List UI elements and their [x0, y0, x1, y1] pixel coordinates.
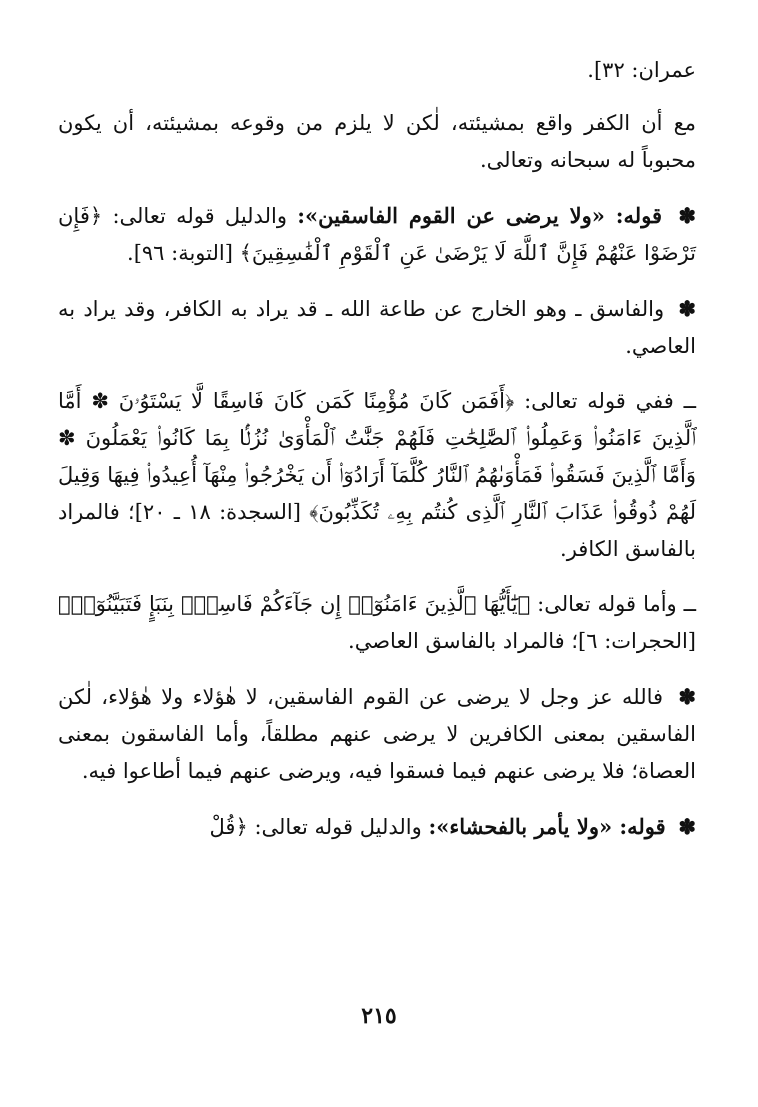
paragraph-text: والدليل قوله تعالى: ﴿قُلْ — [209, 815, 422, 839]
star-marker-icon: ✽ — [678, 203, 696, 228]
paragraph-text: مع أن الكفر واقع بمشيئته، لٰكن لا يلزم من وقوعه بمشيئته، أن يكون محبوباً له سبحانه وتعالى. — [58, 111, 696, 172]
paragraph-conclusion — [58, 678, 696, 790]
paragraph-text: فالله عز وجل لا يرضى عن القوم الفاسقين، لا هٰؤلاء ولا هٰؤلاء، لٰكن الفاسقين بمعنى الكافرين لا يرضى عنهم مطلقاً، وأما الفاسقون بمعنى العصاة؛ فلا يرضى عنهم فيما فسقوا فيه، ويرضى عنهم فيما أطاعوا فيه. — [58, 685, 696, 783]
book-page — [58, 52, 696, 1047]
star-marker-icon: ✽ — [678, 814, 696, 839]
paragraph-text: عمران: ٣٢]. — [587, 58, 696, 82]
paragraph-not-pleased-with-sinners — [58, 197, 696, 272]
paragraph-sajda-verses — [58, 383, 696, 568]
paragraph-text: ــ وأما قوله تعالى: ﴿يَٰٓأَيُّهَا ٱلَّذِينَ ءَامَنُوٓا۟ إِن جَآءَكُمْ فَاسِقٌۢ بِنَبَإٍ فَتَبَيَّنُوٓا۟﴾ [الحجرات: ٦]؛ فالمراد بالفاسق العاصي. — [58, 592, 696, 653]
paragraph-fasiq-definition — [58, 290, 696, 365]
paragraph-will-and-love — [58, 105, 696, 179]
paragraph-hujurat-verse — [58, 586, 696, 660]
paragraph-verse-citation-end — [58, 52, 696, 89]
star-marker-icon: ✽ — [678, 684, 696, 709]
paragraph-text: والدليل قوله تعالى: ﴿فَإِن تَرْضَوْا عَنْهُمْ فَإِنَّ ٱللَّهَ لَا يَرْضَىٰ عَنِ ٱلْقَوْمِ ٱلْفَٰسِقِينَ﴾ [التوبة: ٩٦]. — [58, 204, 696, 265]
paragraph-label: قوله: «ولا يأمر بالفحشاء»: — [428, 814, 666, 839]
paragraph-no-immorality — [58, 808, 696, 846]
paragraph-text: ــ ففي قوله تعالى: ﴿أَفَمَن كَانَ مُؤْمِنًا كَمَن كَانَ فَاسِقًا لَّا يَسْتَوُۥنَ ✽ أَمَّا ٱلَّذِينَ ءَامَنُوا۟ وَعَمِلُوا۟ ٱلصَّٰلِحَٰتِ فَلَهُمْ جَنَّٰتُ ٱلْمَأْوَىٰ نُزُلًۢا بِمَا كَانُوا۟ يَعْمَلُونَ ✽ وَأَمَّا ٱلَّذِينَ فَسَقُوا۟ فَمَأْوَىٰهُمُ ٱلنَّارُ كُلَّمَآ أَرَادُوٓا۟ أَن يَخْرُجُوا۟ مِنْهَآ أُعِيدُوا۟ فِيهَا وَقِيلَ لَهُمْ ذُوقُوا۟ عَذَابَ ٱلنَّارِ ٱلَّذِى كُنتُم بِهِۦ تُكَذِّبُونَ﴾ [السجدة: ١٨ ـ ٢٠]؛ فالمراد بالفاسق الكافر. — [58, 389, 696, 561]
page-number: ٢١٥ — [361, 1003, 397, 1029]
paragraph-label: قوله: «ولا يرضى عن القوم الفاسقين»: — [297, 203, 663, 228]
star-marker-icon: ✽ — [678, 296, 696, 321]
paragraph-text: والفاسق ـ وهو الخارج عن طاعة الله ـ قد يراد به الكافر، وقد يراد به العاصي. — [58, 297, 696, 358]
